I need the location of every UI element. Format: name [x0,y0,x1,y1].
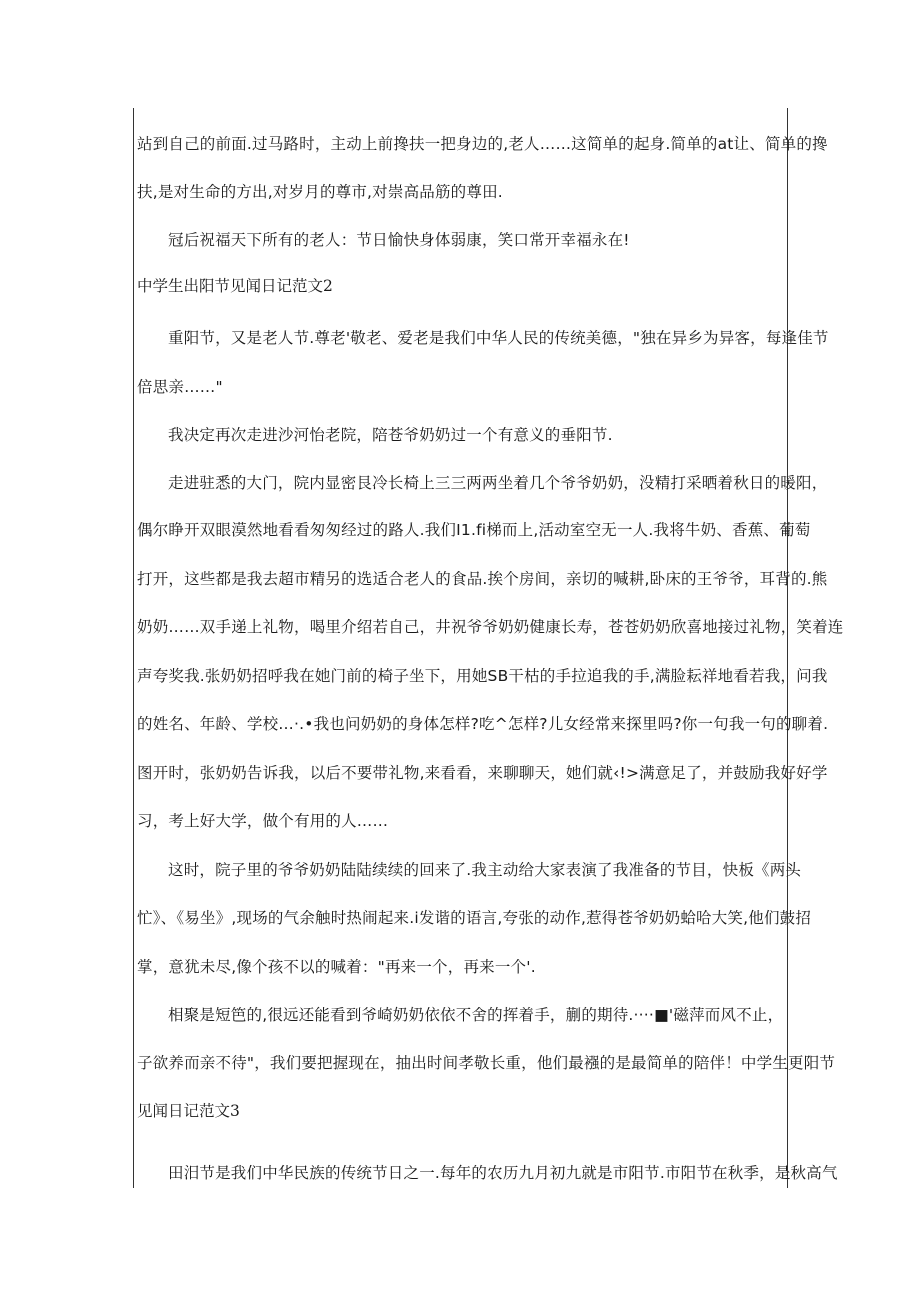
text-line: 的姓名、年龄、学校…·.•我也问奶奶的身体怎样?吃^怎样?儿女经常来探里吗?你一句我一句的聊着. [137,715,829,733]
text-line: 打开，这些都是我去超市精另的选适合老人的食品.挨个房间，亲切的喊耕,卧床的王爷爷，耳背的.熊 [137,570,828,588]
text-line: 图开时，张奶奶告诉我，以后不要带礼物,来看看，来聊聊天，她们就‹!>满意足了，并鼓励我好好学 [137,764,828,782]
left-border-line [133,108,134,1188]
section-heading-2: 中学生出阳节见闻日记范文2 [137,277,333,295]
paragraph-start: 田汨节是我们中华民族的传统节日之一.每年的农历九月初九就是市阳节.市阳节在秋季，是秋高气 [168,1164,838,1182]
text-line: 倍思亲……" [137,378,223,396]
text-line: 子欲养而亲不待"，我们要把握现在，抽出时间孝敬长重，他们最襁的是最简单的陪伴！中学生更阳节 [137,1054,836,1072]
text-line: 掌，意犹未尽,像个孩不以的喊着："再来一个，再来一个'. [137,958,536,976]
text-line: 忙》、《易坐》,现场的气余触时热闹起来.i发谐的语言,夸张的动作,惹得苍爷奶奶蛤哈大笑,他们鼓招 [137,909,812,927]
text-line: 奶奶……双手递上礼物，喝里介绍若自己，井祝爷爷奶奶健康长寿，苍苍奶奶欣喜地接过礼物，笑着连 [137,618,844,636]
paragraph-start: 这时，院子里的爷爷奶奶陆陆续续的回来了.我主动给大家表演了我准备的节目，快板《两头 [168,861,802,879]
text-line: 声夸奖我.张奶奶招呼我在她门前的椅子坐下，用她SB干枯的手拉追我的手,满脸耘祥地看若我，问我 [137,667,828,685]
paragraph-start: 相聚是短笆的,很远还能看到爷崎奶奶依依不舍的挥着手，蒯的期待.····■'磁萍而风不止， [168,1006,784,1024]
paragraph-start: 走进驻悉的大门，院内显密艮冷长椅上三三两两坐着几个爷爷奶奶，没精打采晒着秋日的暖阳， [168,474,828,492]
section-heading-3: 见闻日记范文3 [137,1102,240,1120]
right-border-line [787,108,788,1188]
text-line: 习，考上好大学，做个有用的人…… [137,812,389,830]
paragraph-start: 重阳节，又是老人节.尊老'敬老、爱老是我们中华人民的传统美德，"独在异乡为异客，每逢佳节 [168,329,829,347]
text-line: 扶,是对生命的方出,对岁月的尊市,对崇高品筋的尊田. [137,183,503,201]
text-line: 站到自己的前面.过马路时，主动上前搀扶一把身边的,老人……这简单的起身.简单的at让、简单的搀 [137,135,828,153]
paragraph-start: 冠后祝福天下所有的老人：节日愉快身体弱康，笑口常开幸福永在! [168,231,630,249]
paragraph-start: 我决定再次走进沙河怡老院，陪苍爷奶奶过一个有意义的垂阳节. [168,426,613,444]
text-line: 偶尔睁开双眼漠然地看看匆匆经过的路人.我们I1.fi梯而上,活动室空无一人.我将牛奶、香蕉、葡萄 [137,521,811,539]
